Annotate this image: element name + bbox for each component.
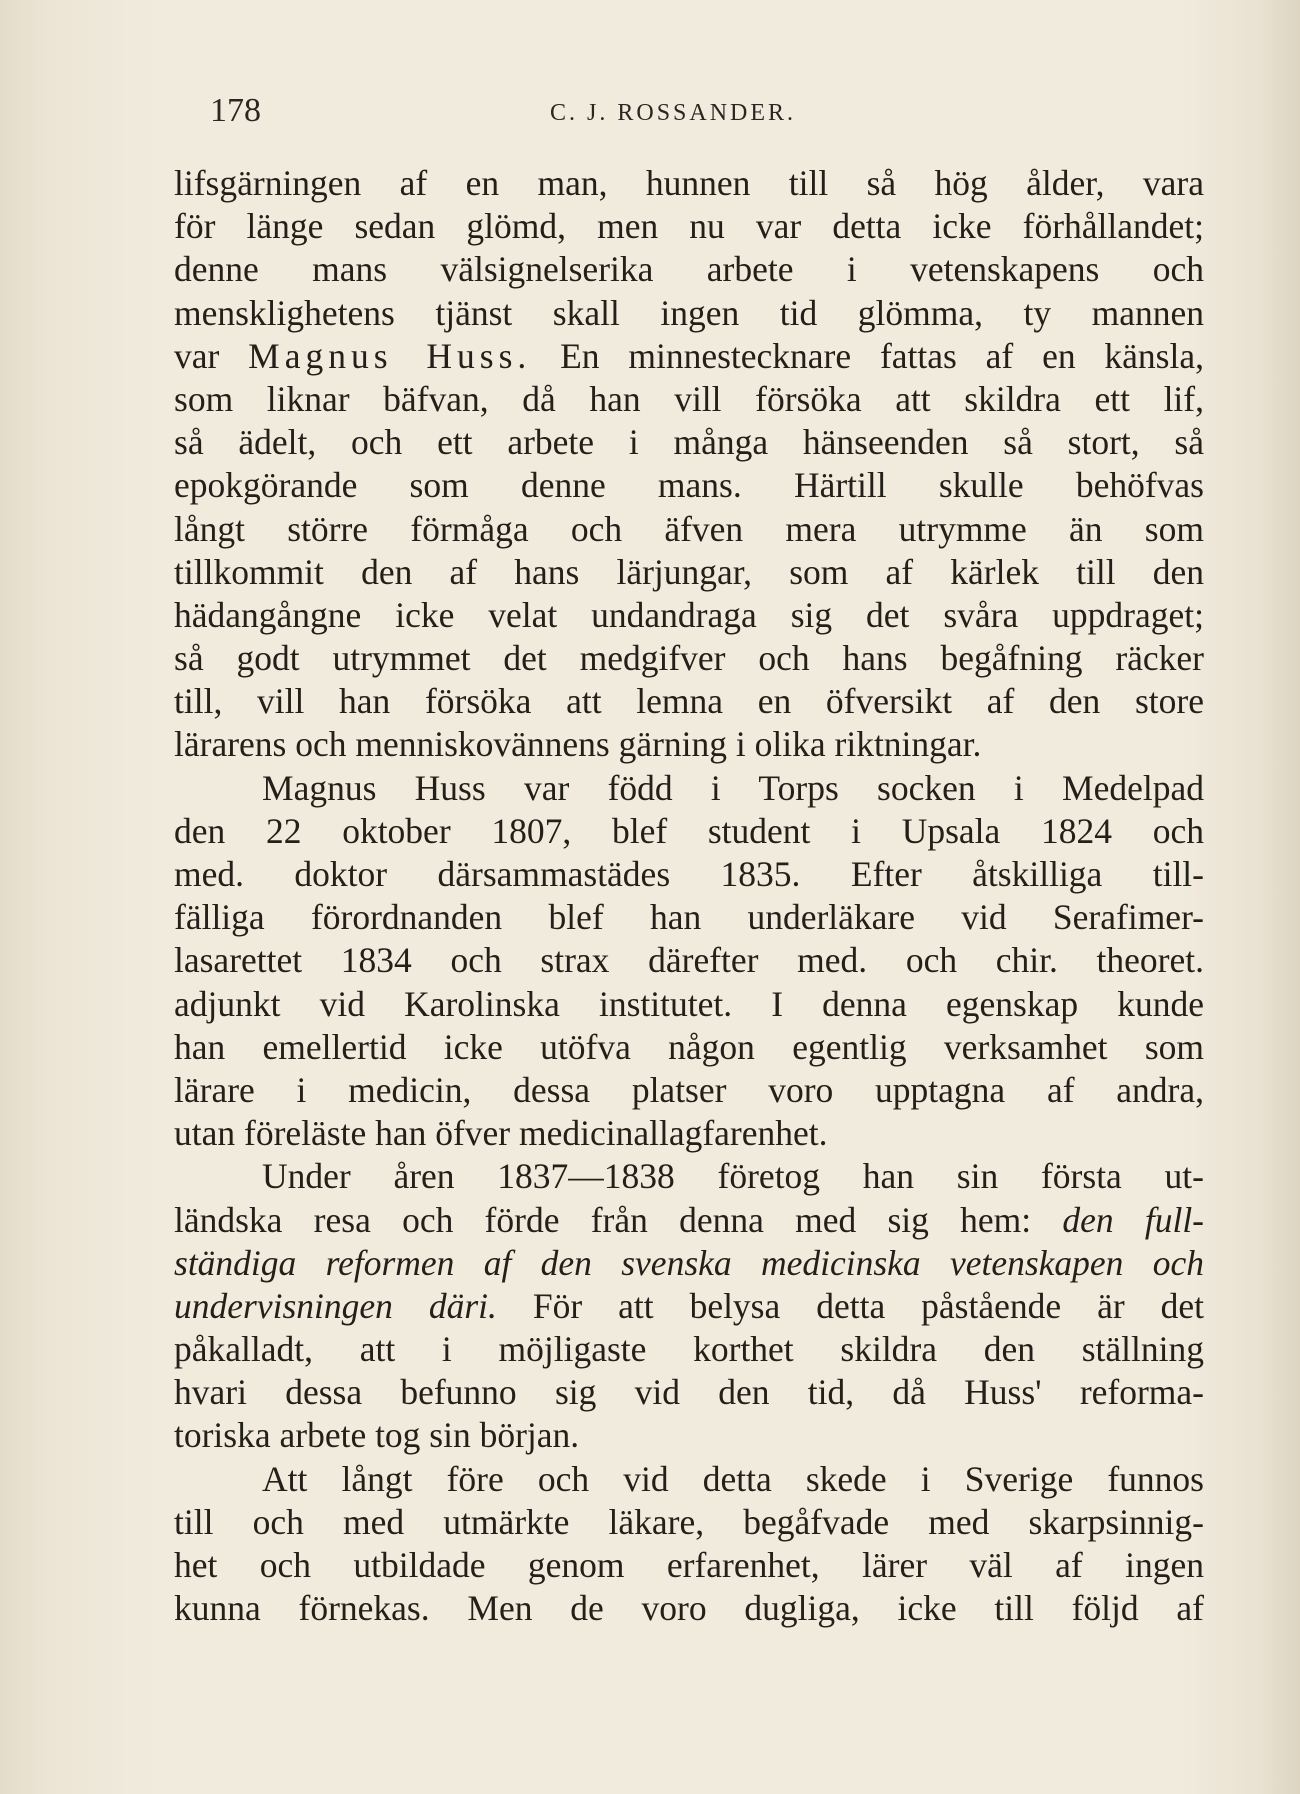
page-number: 178 [210, 92, 261, 129]
text-line: Under åren 1837—1838 företog han sin första ut- [262, 1156, 1204, 1197]
text-line: med. doktor därsammastädes 1835. Efter åtskilliga till- [174, 854, 1204, 894]
text-line: långt större förmåga och äfven mera utrymme än som [174, 508, 1204, 549]
spaced-name: Magnus Huss. [248, 335, 532, 376]
text-line: epokgörande som denne mans. Härtill skulle behöfvas [174, 465, 1204, 506]
text-line: lärare i medicin, dessa platser voro upptagna af andra, [174, 1069, 1204, 1110]
text-line: Att långt före och vid detta skede i Sverige funnos [262, 1458, 1204, 1499]
text-line: lifsgärningen af en man, hunnen till så hög ålder, vara [174, 163, 1204, 203]
text-line: undervisningen däri. För att belysa detta påstående är det [174, 1285, 1204, 1326]
text-line: hädangångne icke velat undandraga sig det svåra uppdraget; [174, 594, 1204, 635]
text-line: han emellertid icke utöfva någon egentlig verksamhet som [174, 1026, 1204, 1067]
text-line: för länge sedan glömd, men nu var detta icke förhållandet; [174, 206, 1204, 247]
text-line: Magnus Huss var född i Torps socken i Medelpad [262, 767, 1204, 808]
text-line: var Magnus Huss. En minnestecknare fattas af en känsla, [174, 335, 1204, 376]
text-line: påkalladt, att i möjligaste korthet skildra den ställning [174, 1329, 1204, 1370]
text-line: denne mans välsignelserika arbete i vetenskapens och [174, 249, 1204, 290]
text-line: mensklighetens tjänst skall ingen tid glömma, ty mannen [174, 292, 1204, 333]
text-line: hvari dessa befunno sig vid den tid, då Huss' reforma- [174, 1372, 1204, 1413]
text-line: lasarettet 1834 och strax därefter med. och chir. theoret. [174, 940, 1204, 981]
running-head: C. J. ROSSANDER. [550, 100, 797, 126]
italic-title: ständiga reformen af den svenska medicinska vetenskapen och [174, 1242, 1204, 1283]
text-line: till och med utmärkte läkare, begåfvade med skarpsinnig- [174, 1501, 1204, 1542]
body-text [174, 162, 1204, 1630]
text-line: fälliga förordnanden blef han underläkare vid Serafimer- [174, 897, 1204, 938]
text-line: till, vill han försöka att lemna en öfversikt af den store [174, 681, 1204, 722]
text-line [174, 1242, 1204, 1285]
text-line: så godt utrymmet det medgifver och hans begåfning räcker [174, 638, 1204, 679]
text-line: ländska resa och förde från denna med sig hem: den full- [174, 1199, 1204, 1240]
text-line: den 22 oktober 1807, blef student i Upsala 1824 och [174, 810, 1204, 851]
text-line: så ädelt, och ett arbete i många hänseenden så stort, så [174, 422, 1204, 463]
text-line: tillkommit den af hans lärjungar, som af kärlek till den [174, 551, 1204, 592]
text-line: utan föreläste han öfver medicinallagfarenhet. [174, 1113, 828, 1154]
text-line: lärarens och menniskovännens gärning i olika riktningar. [174, 724, 982, 765]
text-line: toriska arbete tog sin början. [174, 1415, 580, 1456]
italic-title: den full- [1062, 1199, 1204, 1240]
italic-title: undervisningen däri. [174, 1285, 497, 1326]
text-line: adjunkt vid Karolinska institutet. I denna egenskap kunde [174, 983, 1204, 1024]
page-header [210, 92, 1210, 132]
text-line: kunna förnekas. Men de voro dugliga, icke till följd af [174, 1588, 1204, 1629]
text-line: het och utbildade genom erfarenhet, lärer väl af ingen [174, 1545, 1204, 1585]
text-line: som liknar bäfvan, då han vill försöka att skildra ett lif, [174, 378, 1204, 419]
